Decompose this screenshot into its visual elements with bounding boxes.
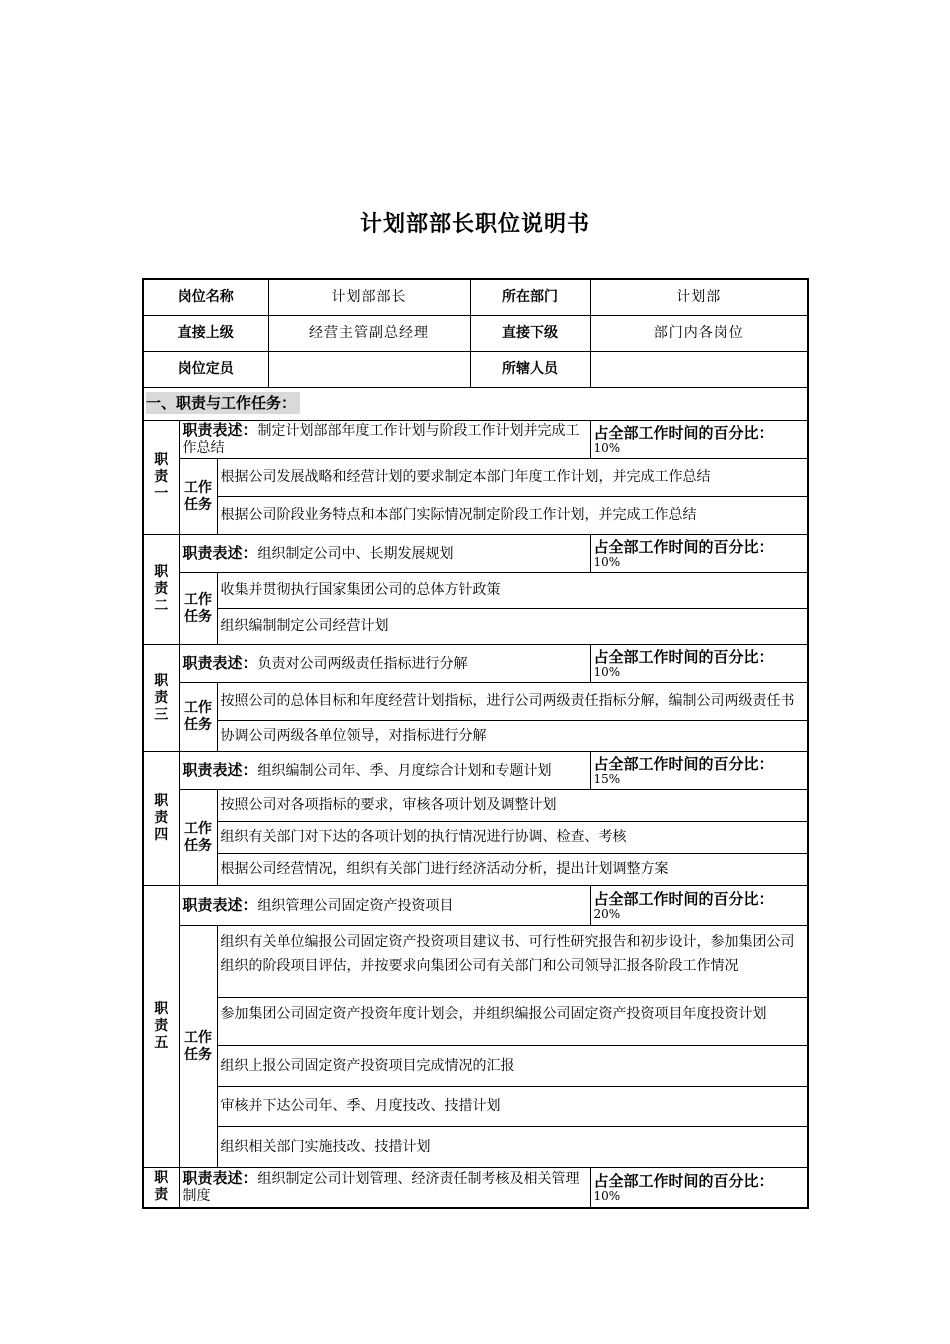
job-description-table	[142, 278, 809, 1209]
duty-pct: 占全部工作时间的百分比： 10%	[590, 421, 808, 459]
duty-row	[143, 1168, 808, 1208]
task-item: 参加集团公司固定资产投资年度计划会，并组织编报公司固定资产投资项目年度投资计划	[217, 998, 808, 1046]
work-task-label: 工作 任务	[179, 573, 217, 645]
task-item: 组织有关单位编报公司固定资产投资项目建议书、可行性研究报告和初步设计，参加集团公司组织的阶段项目评估，并按要求向集团公司有关部门和公司领导汇报各阶段工作情况	[217, 926, 808, 998]
duty-row	[143, 421, 808, 459]
staff-label: 所辖人员	[470, 352, 590, 388]
task-item: 协调公司两级各单位领导，对指标进行分解	[217, 721, 808, 752]
duty-desc: 职责表述：组织管理公司固定资产投资项目	[179, 886, 590, 926]
duty-pct: 占全部工作时间的百分比： 10%	[590, 645, 808, 683]
headcount-value	[268, 352, 470, 388]
duty-label-2: 职 责 二	[143, 535, 179, 645]
duty-label-5: 职 责 五	[143, 886, 179, 1168]
task-row	[143, 926, 808, 998]
task-row	[143, 573, 808, 609]
task-item: 根据公司阶段业务特点和本部门实际情况制定阶段工作计划，并完成工作总结	[217, 497, 808, 535]
task-row	[143, 790, 808, 822]
duty-pct: 占全部工作时间的百分比： 10%	[590, 1168, 808, 1208]
duty-label-6: 职 责	[143, 1168, 179, 1208]
superior-value: 经营主管副总经理	[268, 316, 470, 352]
task-item: 组织相关部门实施技改、技措计划	[217, 1127, 808, 1168]
task-item: 按照公司的总体目标和年度经营计划指标，进行公司两级责任指标分解，编制公司两级责任书	[217, 683, 808, 721]
position-name-label: 岗位名称	[143, 279, 268, 316]
task-row	[143, 1087, 808, 1127]
work-task-label: 工作 任务	[179, 683, 217, 752]
duty-desc: 职责表述：组织制定公司中、长期发展规划	[179, 535, 590, 573]
duty-desc: 职责表述：组织编制公司年、季、月度综合计划和专题计划	[179, 752, 590, 790]
task-row	[143, 822, 808, 854]
info-row-position	[143, 279, 808, 316]
work-task-label: 工作 任务	[179, 459, 217, 535]
duty-row	[143, 752, 808, 790]
duty-pct: 占全部工作时间的百分比： 10%	[590, 535, 808, 573]
headcount-label: 岗位定员	[143, 352, 268, 388]
info-row-superior	[143, 316, 808, 352]
task-row	[143, 683, 808, 721]
duty-pct: 占全部工作时间的百分比： 15%	[590, 752, 808, 790]
duty-desc: 职责表述：组织制定公司计划管理、经济责任制考核及相关管理制度	[179, 1168, 590, 1208]
work-task-label: 工作 任务	[179, 790, 217, 886]
department-value: 计划部	[590, 279, 808, 316]
task-item: 根据公司经营情况，组织有关部门进行经济活动分析，提出计划调整方案	[217, 854, 808, 886]
duty-row	[143, 886, 808, 926]
task-item: 根据公司发展战略和经营计划的要求制定本部门年度工作计划，并完成工作总结	[217, 459, 808, 497]
duty-pct: 占全部工作时间的百分比： 20%	[590, 886, 808, 926]
task-item: 按照公司对各项指标的要求，审核各项计划及调整计划	[217, 790, 808, 822]
duty-label-3: 职 责 三	[143, 645, 179, 752]
task-row	[143, 459, 808, 497]
task-row	[143, 609, 808, 645]
task-item: 组织编制制定公司经营计划	[217, 609, 808, 645]
position-name-value: 计划部部长	[268, 279, 470, 316]
subordinate-value: 部门内各岗位	[590, 316, 808, 352]
task-row	[143, 497, 808, 535]
task-item: 收集并贯彻执行国家集团公司的总体方针政策	[217, 573, 808, 609]
work-task-label: 工作 任务	[179, 926, 217, 1168]
duty-label-1: 职 责 一	[143, 421, 179, 535]
section-row	[143, 388, 808, 421]
task-item: 审核并下达公司年、季、月度技改、技措计划	[217, 1087, 808, 1127]
task-item: 组织有关部门对下达的各项计划的执行情况进行协调、检查、考核	[217, 822, 808, 854]
task-row	[143, 998, 808, 1046]
info-row-headcount	[143, 352, 808, 388]
task-row	[143, 721, 808, 752]
duty-row	[143, 645, 808, 683]
section-title: 一、职责与工作任务：	[146, 392, 300, 414]
duty-desc: 职责表述：负责对公司两级责任指标进行分解	[179, 645, 590, 683]
page-title: 计划部部长职位说明书	[359, 212, 590, 237]
task-item: 组织上报公司固定资产投资项目完成情况的汇报	[217, 1046, 808, 1087]
task-row	[143, 1046, 808, 1087]
task-row	[143, 1127, 808, 1168]
superior-label: 直接上级	[143, 316, 268, 352]
subordinate-label: 直接下级	[470, 316, 590, 352]
staff-value	[590, 352, 808, 388]
duty-desc: 职责表述：制定计划部部年度工作计划与阶段工作计划并完成工作总结	[179, 421, 590, 459]
department-label: 所在部门	[470, 279, 590, 316]
task-row	[143, 854, 808, 886]
duty-row	[143, 535, 808, 573]
duty-label-4: 职 责 四	[143, 752, 179, 886]
